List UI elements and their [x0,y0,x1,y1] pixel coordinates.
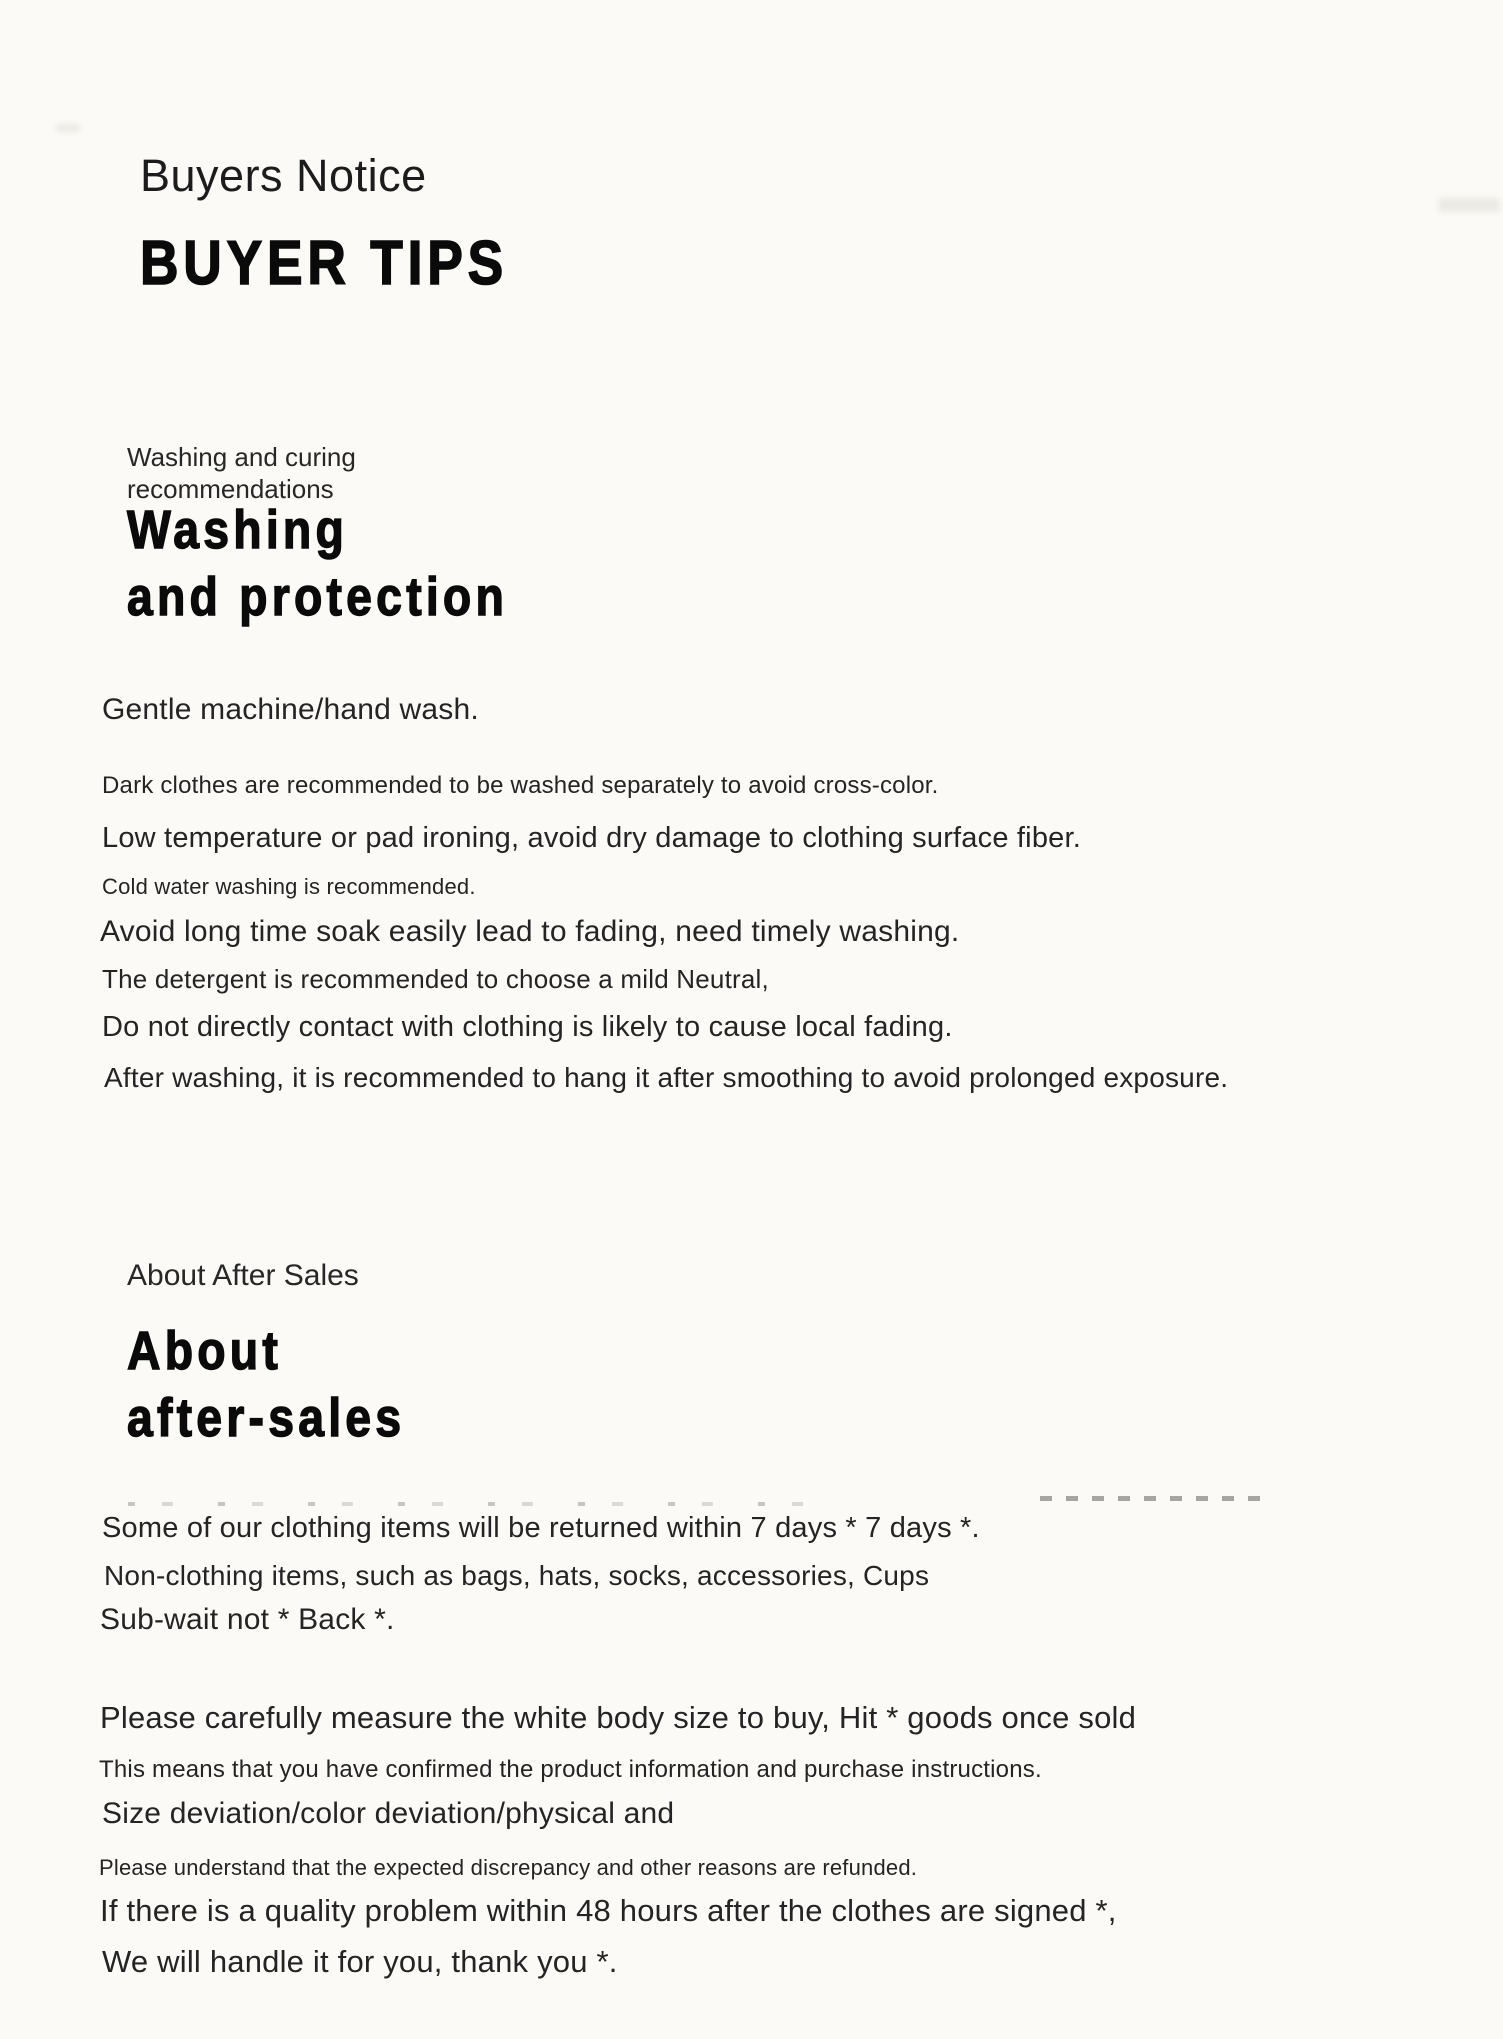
washing-heading-line-1: Washing [127,500,349,560]
washing-section-eyebrow [127,441,356,505]
aftersales-line-3: Sub-wait not * Back *. [100,1603,395,1636]
document-title: BUYER TIPS [140,229,508,298]
washing-eyebrow-line-1: Washing and curing [127,442,356,472]
aftersales-heading-line-2: after-sales [127,1388,406,1448]
washing-tip-8: After washing, it is recommended to hang it after smoothing to avoid prolonged exposure. [104,1062,1229,1093]
scan-artifact-top-left [55,124,81,132]
washing-tip-3: Low temperature or pad ironing, avoid dry damage to clothing surface fiber. [102,822,1081,854]
washing-section-heading [127,497,508,631]
washing-tip-2: Dark clothes are recommended to be washed separately to avoid cross-color. [102,772,939,799]
erased-text-artifact-right [1040,1496,1260,1501]
washing-heading-line-2: and protection [127,567,509,627]
aftersales-line-4: Please carefully measure the white body size to buy, Hit * goods once sold [100,1700,1137,1735]
washing-tip-6: The detergent is recommended to choose a mild Neutral, [102,964,769,994]
aftersales-line-7: Please understand that the expected discrepancy and other reasons are refunded. [99,1855,918,1880]
aftersales-line-8: If there is a quality problem within 48 hours after the clothes are signed *, [100,1893,1117,1928]
scan-artifact-top-right [1438,198,1500,212]
washing-tip-4: Cold water washing is recommended. [102,874,476,899]
erased-text-artifact [128,1502,828,1506]
aftersales-section-heading [127,1318,405,1452]
washing-tip-7: Do not directly contact with clothing is likely to cause local fading. [102,1011,953,1043]
washing-tip-5: Avoid long time soak easily lead to fading, need timely washing. [100,915,960,948]
aftersales-line-9: We will handle it for you, thank you *. [102,1944,618,1979]
document-kicker: Buyers Notice [140,150,427,201]
aftersales-section-eyebrow: About After Sales [127,1259,359,1292]
aftersales-line-2: Non-clothing items, such as bags, hats, socks, accessories, Cups [104,1560,930,1591]
aftersales-line-6: Size deviation/color deviation/physical and [102,1797,675,1830]
aftersales-heading-line-1: About [127,1321,283,1381]
washing-eyebrow-line-2: recommendations [127,474,334,504]
aftersales-line-5: This means that you have confirmed the product information and purchase instructions. [99,1756,1042,1783]
aftersales-line-1: Some of our clothing items will be returned within 7 days * 7 days *. [102,1512,980,1544]
washing-tip-1: Gentle machine/hand wash. [102,693,479,726]
